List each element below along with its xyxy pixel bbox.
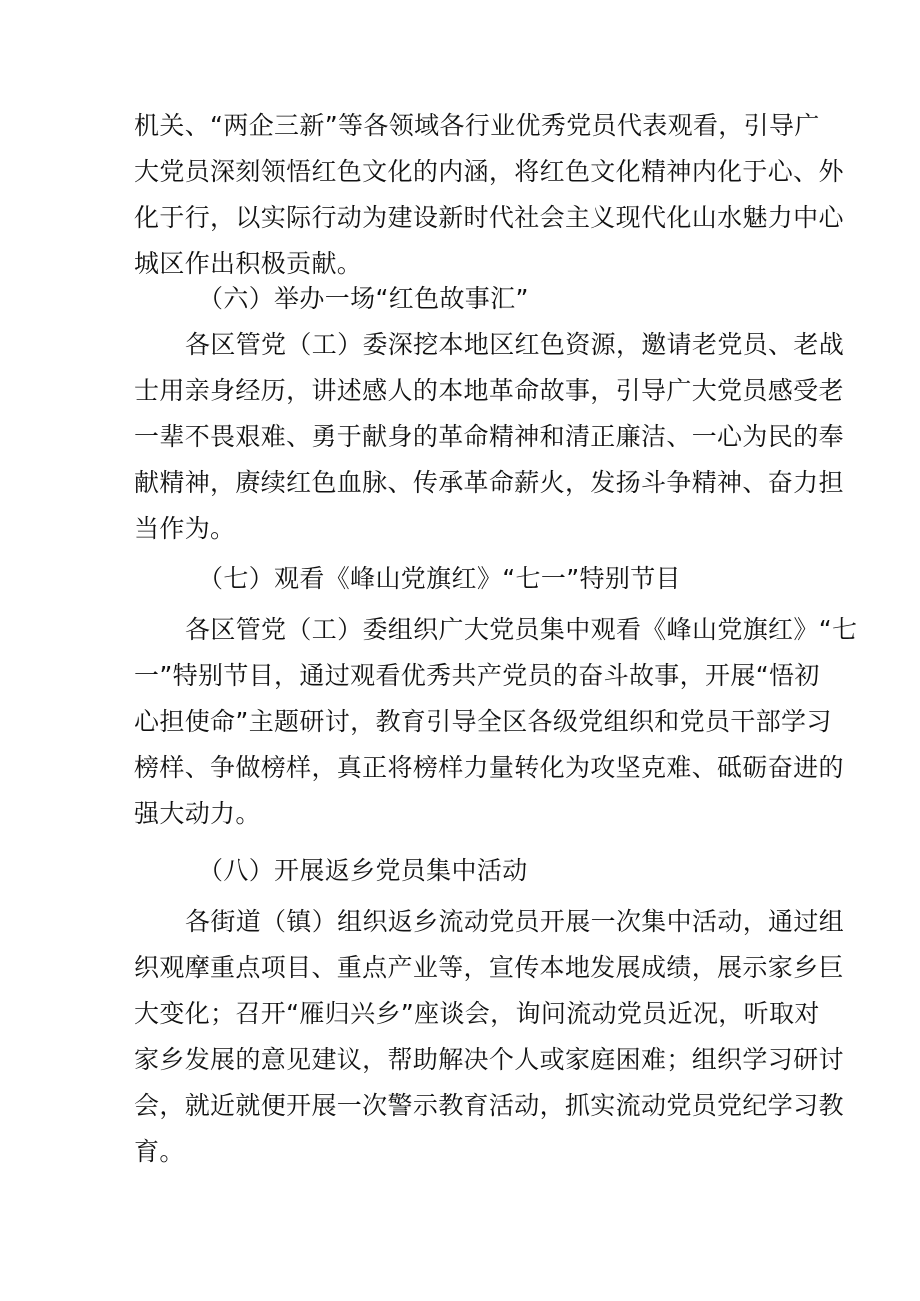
body-line: 当作为。 (134, 514, 236, 543)
body-line: 士用亲身经历，讲述感人的本地革命故事，引导广大党员感受老 (134, 376, 844, 405)
body-line: 献精神，赓续红色血脉、传承革命薪火，发扬斗争精神、奋力担 (134, 468, 844, 497)
body-line: 强大动力。 (134, 799, 261, 828)
section-heading: （六）举办一场“红色故事汇” (198, 284, 529, 313)
body-line: 各区管党（工）委组织广大党员集中观看《峰山党旗红》“七 (185, 615, 858, 644)
body-line: 大变化；召开“雁归兴乡”座谈会，询问流动党员近况，听取对 (134, 999, 820, 1028)
body-line: 一”特别节目，通过观看优秀共产党员的奋斗故事，开展“悟初 (134, 661, 820, 690)
section-heading: （七）观看《峰山党旗红》“七一”特别节目 (198, 564, 681, 593)
body-line: 织观摩重点项目、重点产业等，宣传本地发展成绩，展示家乡巨 (134, 953, 844, 982)
body-line: 心担使命”主题研讨，教育引导全区各级党组织和党员干部学习 (134, 707, 832, 736)
body-line: 各街道（镇）组织返乡流动党员开展一次集中活动，通过组 (185, 907, 845, 936)
body-line: 各区管党（工）委深挖本地区红色资源，邀请老党员、老战 (185, 330, 845, 359)
body-line: 家乡发展的意见建议，帮助解决个人或家庭困难；组织学习研讨 (134, 1045, 844, 1074)
body-line: 育。 (134, 1137, 185, 1166)
body-line: 榜样、争做榜样，真正将榜样力量转化为攻坚克难、砥砺奋进的 (134, 753, 844, 782)
body-line: 大党员深刻领悟红色文化的内涵，将红色文化精神内化于心、外 (134, 157, 844, 186)
body-line: 机关、“两企三新”等各领域各行业优秀党员代表观看，引导广 (134, 111, 820, 140)
body-line: 城区作出积极贡献。 (134, 249, 363, 278)
body-line: 化于行，以实际行动为建设新时代社会主义现代化山水魅力中心 (134, 203, 844, 232)
section-heading: （八）开展返乡党员集中活动 (198, 856, 528, 885)
body-line: 会，就近就便开展一次警示教育活动，抓实流动党员党纪学习教 (134, 1091, 844, 1120)
body-line: 一辈不畏艰难、勇于献身的革命精神和清正廉洁、一心为民的奉 (134, 422, 844, 451)
